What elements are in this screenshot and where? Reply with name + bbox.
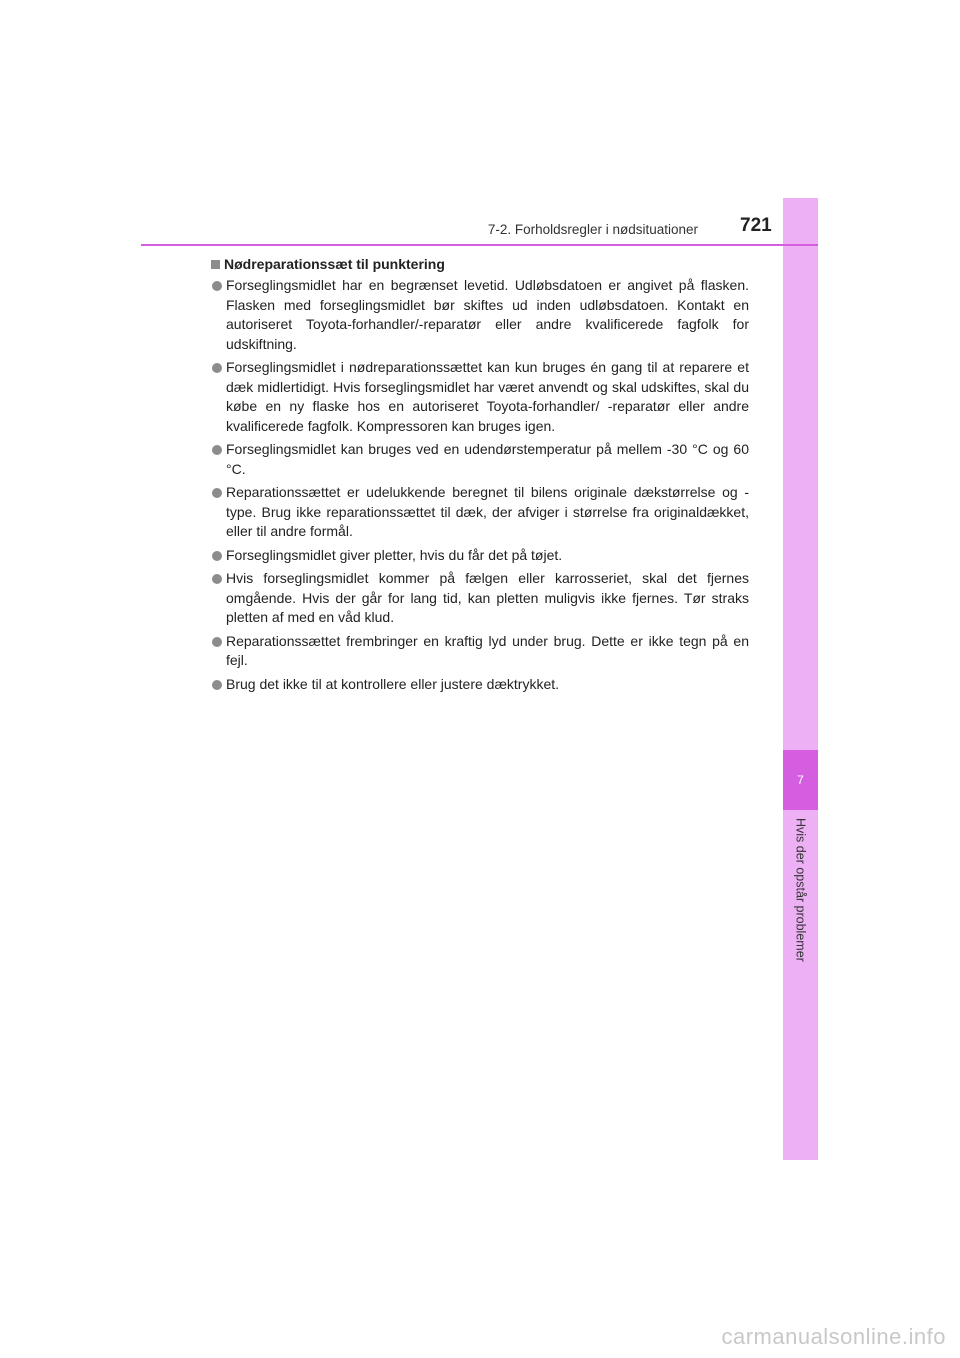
chapter-title: Hvis der opstår problemer [793, 818, 808, 962]
circle-bullet-icon [212, 363, 222, 373]
list-item [211, 675, 749, 695]
bullet-list [211, 276, 749, 694]
section-heading [211, 254, 749, 274]
circle-bullet-icon [212, 574, 222, 584]
list-item [211, 569, 749, 628]
list-item-text: Forseglingsmidlet giver pletter, hvis du får det på tøjet. [226, 546, 563, 563]
list-item-text: Reparationssættet frembringer en kraftig lyd under brug. Dette er ikke tegn på en fejl. [226, 632, 749, 668]
side-tab [783, 198, 818, 1160]
circle-bullet-icon [212, 488, 222, 498]
section-title: 7-2. Forholdsregler i nødsituationer [487, 222, 698, 237]
list-item-text: Brug det ikke til at kontrollere eller justere dæktrykket. [226, 675, 560, 692]
list-item [211, 632, 749, 671]
circle-bullet-icon [212, 445, 222, 455]
list-item-text: Hvis forseglingsmidlet kommer på fælgen eller karrosseriet, skal det fjernes omgående. Hvis der går for lang tid, kan pletten muligvis ikke fjernes. Tør straks pletten af med en våd klud. [226, 570, 749, 625]
list-item-text: Forseglingsmidlet kan bruges ved en udendørstemperatur på mellem -30 °C og 60 °C. [226, 441, 749, 477]
chapter-number: 7 [797, 773, 804, 787]
list-item [211, 358, 749, 436]
chapter-number-tab [783, 750, 818, 810]
page-number: 721 [740, 215, 772, 236]
watermark: carmanualsonline.info [721, 1324, 946, 1349]
list-item [211, 276, 749, 354]
square-bullet-icon [211, 260, 220, 269]
list-item-text: Forseglingsmidlet har en begrænset levetid. Udløbsdatoen er angivet på flasken. Flasken med forseglingsmidlet bør skiftes ud inden udløbsdatoen. Kontakt en autoriseret Toyota-forhandler/-reparatør eller andre kvalificerede fagfolk for udskiftning. [226, 277, 749, 352]
list-item [211, 440, 749, 479]
main-content [211, 254, 749, 698]
section-heading-text: Nødreparationssæt til punktering [224, 256, 445, 272]
chapter-title-tab [783, 818, 818, 998]
list-item-text: Forseglingsmidlet i nødreparationssættet kan kun bruges én gang til at reparere et dæk midlertidigt. Hvis forseglingsmidlet har været anvendt og skal udskiftes, skal du købe en ny flaske hos en autoriseret Toyota-forhandler/ -reparatør eller andre kvalificerede fagfolk. Kompressoren kan bruges igen. [226, 359, 749, 434]
circle-bullet-icon [212, 281, 222, 291]
circle-bullet-icon [212, 551, 222, 561]
list-item [211, 546, 749, 566]
list-item [211, 483, 749, 542]
circle-bullet-icon [212, 637, 222, 647]
header-divider [141, 244, 818, 246]
list-item-text: Reparationssættet er udelukkende beregnet til bilens originale dækstørrelse og -type. Brug ikke reparationssættet til dæk, der afviger i størrelse fra originaldækket, eller til andre formål. [226, 484, 749, 539]
circle-bullet-icon [212, 680, 222, 690]
